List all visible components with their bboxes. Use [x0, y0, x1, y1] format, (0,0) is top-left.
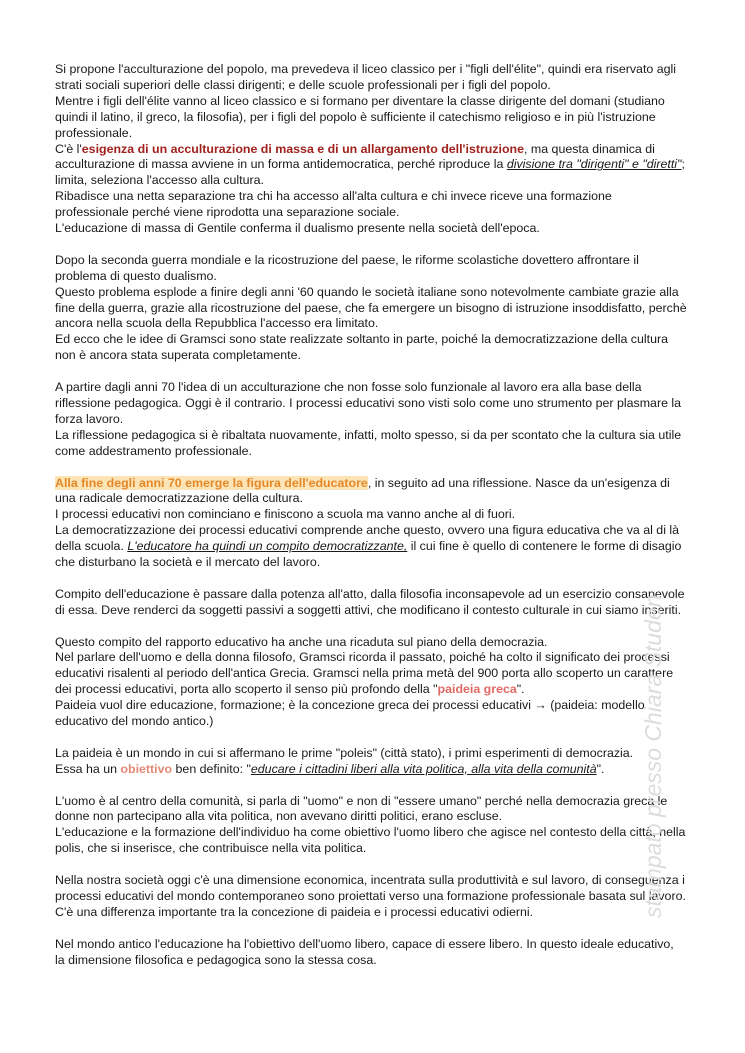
- text-run: Nel parlare dell'uomo e della donna filosofo, Gramsci ricorda il passato, poiché ha colto il significato dei processi: [55, 650, 670, 665]
- paragraph: [55, 587, 692, 619]
- text-line: [55, 873, 692, 889]
- text-line: [55, 507, 692, 523]
- text-run: L'educazione di massa di Gentile conferma il dualismo presente nella società dell'epoca.: [55, 221, 540, 236]
- text-line: [55, 110, 692, 126]
- text-run: come addestramento professionale.: [55, 443, 252, 458]
- text-line: [55, 428, 692, 444]
- text-line: [55, 142, 692, 158]
- text-run: La riflessione pedagogica si è ribaltata nuovamente, infatti, molto spesso, si da per scontato che la cultura sia utile: [55, 427, 682, 442]
- text-line: [55, 937, 692, 953]
- text-line: [55, 189, 692, 205]
- text-line: [55, 603, 692, 619]
- paragraph-gap: [55, 364, 692, 380]
- text-line: [55, 173, 692, 189]
- emphasis-orange: obiettivo: [120, 761, 173, 776]
- text-run: La democratizzazione dei processi educativi comprende anche questo, ovvero una figura educativa che va al di là: [55, 523, 680, 538]
- paragraph: [55, 873, 692, 921]
- text-line: [55, 94, 692, 110]
- paragraph: [55, 746, 692, 778]
- text-run: donne non partecipano alla vita politica, non avevano diritti politici, erano escluse.: [55, 809, 503, 824]
- paragraph-gap: [55, 921, 692, 937]
- text-run: limita, seleziona l'accesso alla cultura.: [55, 173, 264, 188]
- paragraph: [55, 635, 692, 730]
- text-run: dei processi educativi, porta allo scoperto il senso più profondo della ": [55, 682, 438, 697]
- text-line: [55, 396, 692, 412]
- text-line: [55, 476, 692, 492]
- text-run: di essa. Deve renderci da soggetti passivi a soggetti attivi, che modificano il contesto culturale in cui siamo inseriti.: [55, 602, 682, 617]
- text-line: [55, 746, 692, 762]
- text-run: Dopo la seconda guerra mondiale e la ricostruzione del paese, le riforme scolastiche dovettero affrontare il: [55, 252, 639, 267]
- text-run: il cui fine è quello di contenere le forme di disagio: [407, 539, 682, 554]
- text-line: [55, 794, 692, 810]
- paragraph: [55, 794, 692, 858]
- text-line: [55, 889, 692, 905]
- text-line: [55, 205, 692, 221]
- paragraph: [55, 476, 692, 571]
- text-line: [55, 523, 692, 539]
- text-line: [55, 762, 692, 778]
- text-run: la dimensione filosofica e pedagogica sono la stessa cosa.: [55, 952, 377, 967]
- text-run: Compito dell'educazione è passare dalla potenza all'atto, dalla filosofia inconsapevole ad un esercizio consapevole: [55, 586, 685, 601]
- text-run: acculturazione di massa avviene in un forma antidemocratica, perché riproduce la: [55, 157, 507, 172]
- text-run: Si propone l'acculturazione del popolo, ma prevedeva il liceo classico per i "figli dell'élite", quindi era riservato agli: [55, 62, 677, 76]
- text-run: educativo del mondo antico.): [55, 714, 214, 729]
- text-line: [55, 809, 692, 825]
- text-line: [55, 380, 692, 396]
- text-run: fine della guerra, grazie alla ricostruzione del paese, che fa emergere un bisogno di istruzione insoddisfatto, perchè: [55, 300, 687, 315]
- text-run: L'uomo è al centro della comunità, si parla di "uomo" e non di "essere umano" perché nella democrazia greca le: [55, 793, 668, 808]
- text-run: A partire dagli anni 70 l'idea di un acculturazione che non fosse solo funzionale al lavoro era alla base della: [55, 380, 642, 395]
- paragraph-gap: [55, 778, 692, 794]
- text-line: [55, 78, 692, 94]
- text-run: quindi il latino, il greco, la filosofia), per i figli del popolo è sufficiente il catechismo religioso e in più l'istruzione: [55, 109, 656, 124]
- paragraph-gap: [55, 460, 692, 476]
- text-line: [55, 444, 692, 460]
- text-line: [55, 412, 692, 428]
- text-run: una radicale democratizzazione della cultura.: [55, 491, 303, 506]
- emphasis-ul: L'educatore ha quindi un compito democratizzante,: [127, 539, 408, 554]
- text-line: [55, 666, 692, 682]
- text-run: professionale perché viene riprodotta una separazione sociale.: [55, 205, 400, 220]
- text-run: Nel mondo antico l'educazione ha l'obiettivo dell'uomo libero, capace di essere libero. In questo ideale educativo,: [55, 936, 674, 951]
- watermark: stampato presso Chiara Studen: [640, 594, 666, 918]
- text-run: professionale.: [55, 125, 133, 140]
- text-run: processi educativi del mondo contemporaneo sono proiettati verso una formazione professionale basata sul lavoro.: [55, 889, 686, 903]
- text-line: [55, 698, 692, 714]
- text-line: [55, 841, 692, 857]
- text-run: Ribadisce una netta separazione tra chi ha accesso all'alta cultura e chi invece riceve una formazione: [55, 189, 612, 204]
- emphasis-ul: divisione tra "dirigenti" e "diretti": [506, 157, 682, 172]
- text-line: [55, 491, 692, 507]
- text-line: [55, 555, 692, 571]
- text-run: non è ancora stata superata completamente.: [55, 348, 301, 363]
- text-line: [55, 714, 692, 730]
- text-line: [55, 301, 692, 317]
- text-run: educativi risalenti al periodo dell'antica Grecia. Gramsci nella prima metà del 900 porta allo scoperto un carattere: [55, 666, 674, 681]
- emphasis-pink: paideia greca: [437, 682, 517, 697]
- emphasis-ul: educare i cittadini liberi alla vita politica, alla vita della comunità: [250, 761, 597, 776]
- text-line: [55, 269, 692, 285]
- text-run: ancora nella scuola della Repubblica l'accesso era limitato.: [55, 316, 379, 331]
- text-line: [55, 539, 692, 555]
- text-run: La paideia è un mondo in cui si affermano le prime "poleis" (città stato), i primi esperimenti di democrazia.: [55, 745, 634, 760]
- paragraph-gap: [55, 857, 692, 873]
- text-run: , in seguito ad una riflessione. Nasce da un'esigenza di: [367, 475, 670, 490]
- text-line: [55, 905, 692, 921]
- paragraph: [55, 380, 692, 460]
- text-line: [55, 285, 692, 301]
- paragraph: [55, 937, 692, 969]
- paragraph: [55, 62, 692, 237]
- text-run: Nella nostra società oggi c'è una dimensione economica, incentrata sulla produttività e sul lavoro, di conseguenza i: [55, 873, 685, 888]
- text-run: I processi educativi non cominciano e finiscono a scuola ma vanno anche al di fuori.: [55, 507, 516, 522]
- text-run: C'è una differenza importante tra la concezione di paideia e i processi educativi odierni.: [55, 904, 534, 919]
- text-line: [55, 221, 692, 237]
- text-run: Paideia vuol dire educazione, formazione; è la concezione greca dei processi educativi → (paideia: modello: [55, 698, 645, 713]
- text-line: [55, 650, 692, 666]
- text-run: ".: [516, 682, 525, 697]
- text-line: [55, 126, 692, 142]
- text-line: [55, 825, 692, 841]
- text-line: [55, 253, 692, 269]
- text-run: Questo compito del rapporto educativo ha anche una ricaduta sul piano della democrazia.: [55, 634, 548, 649]
- text-run: polis, che si inserisce, che contribuisce nella vita politica.: [55, 841, 367, 856]
- paragraph-gap: [55, 571, 692, 587]
- text-run: ;: [681, 157, 685, 172]
- text-line: [55, 587, 692, 603]
- text-run: ".: [596, 761, 605, 776]
- text-line: [55, 682, 692, 698]
- text-run: Ed ecco che le idee di Gramsci sono state realizzate soltanto in parte, poiché la democratizzazione della cultura: [55, 332, 668, 347]
- text-run: L'educazione e la formazione dell'individuo ha come obiettivo l'uomo libero che agisce nel contesto della città, nella: [55, 825, 686, 840]
- text-run: ben definito: ": [172, 761, 251, 776]
- text-run: che disturbano la società e il mercato del lavoro.: [55, 555, 321, 570]
- text-run: Questo problema esplode a finire degli anni '60 quando le società italiane sono notevolmente cambiate grazie alla: [55, 284, 679, 299]
- text-run: , ma questa dinamica di: [524, 141, 655, 156]
- emphasis-hl: Alla fine degli anni 70 emerge la figura dell'educatore: [55, 475, 368, 490]
- text-run: della scuola.: [55, 539, 128, 554]
- paragraph-gap: [55, 730, 692, 746]
- text-line: [55, 332, 692, 348]
- text-run: riflessione pedagogica. Oggi è il contrario. I processi educativi sono visti solo come uno strumento per plasmare la: [55, 396, 682, 410]
- text-line: [55, 316, 692, 332]
- text-run: forza lavoro.: [55, 411, 124, 426]
- text-line: [55, 157, 692, 173]
- text-run: Essa ha un: [55, 761, 121, 776]
- text-run: strati sociali superiori delle classi dirigenti; e delle scuole professionali per i figli del popolo.: [55, 77, 551, 92]
- document-body: [55, 62, 692, 969]
- paragraph-gap: [55, 619, 692, 635]
- text-run: C'è l': [55, 141, 82, 156]
- paragraph-gap: [55, 237, 692, 253]
- text-line: [55, 635, 692, 651]
- text-run: Mentre i figli dell'élite vanno al liceo classico e si formano per diventare la classe dirigente del domani (studiano: [55, 93, 665, 108]
- paragraph: [55, 253, 692, 364]
- text-line: [55, 62, 692, 78]
- text-run: problema di questo dualismo.: [55, 268, 217, 283]
- emphasis-red: esigenza di un acculturazione di massa e di un allargamento dell'istruzione: [81, 141, 525, 156]
- text-line: [55, 953, 692, 969]
- text-line: [55, 348, 692, 364]
